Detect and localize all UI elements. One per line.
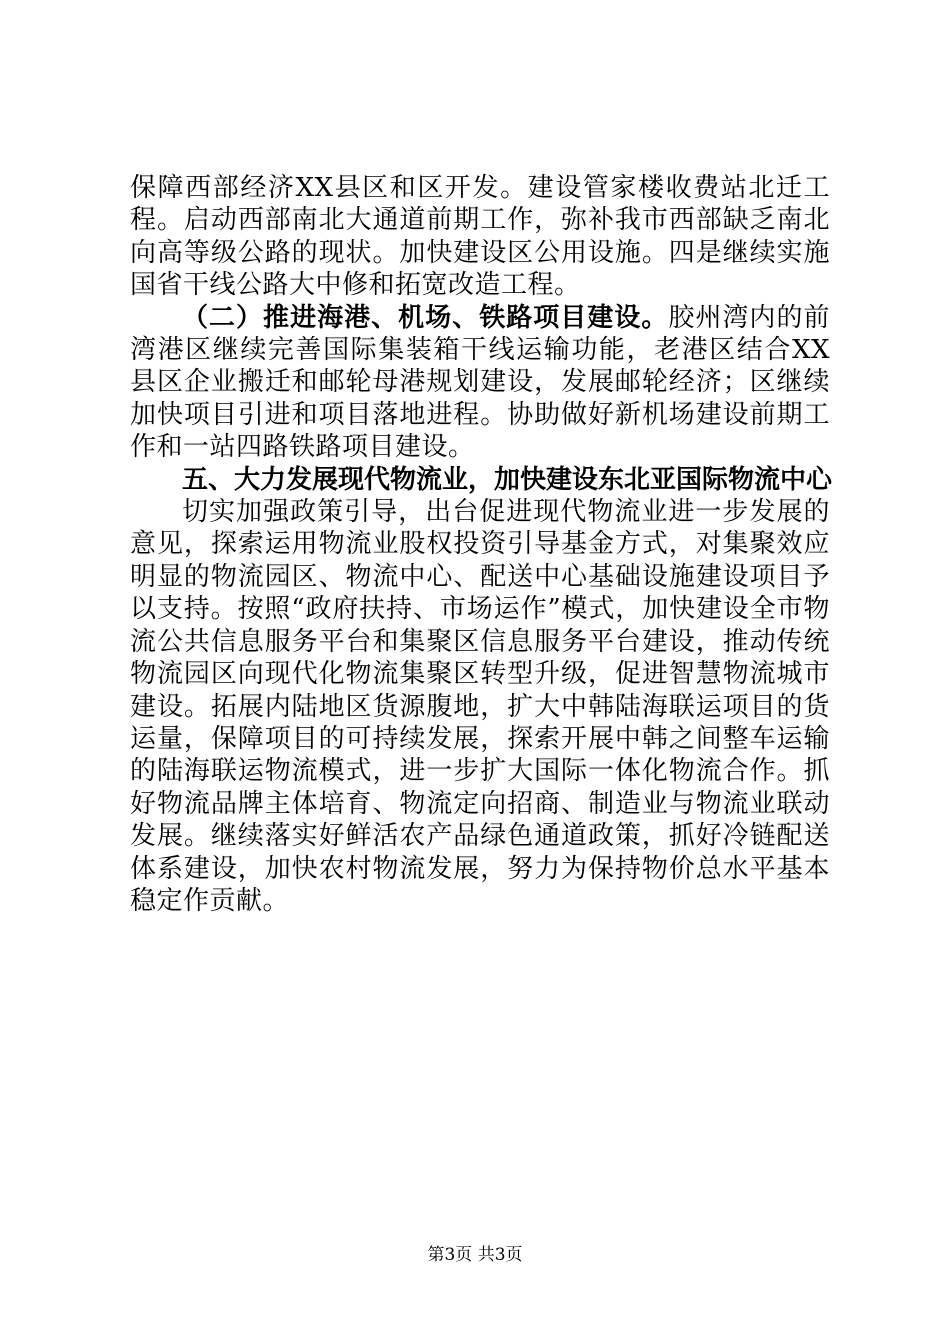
paragraph-logistics (130, 496, 830, 917)
paragraph-text: 切实加强政策引导，出台促进现代物流业进一步发展的意见，探索运用物流业股权投资引导基金方式，对集聚效应明显的物流园区、物流中心、配送中心基础设施建设项目予以支持。按照“政府扶持、市场运作”模式，加快建设全市物流公共信息服务平台和集聚区信息服务平台建设，推动传统物流园区向现代化物流集聚区转型升级，促进智慧物流城市建设。拓展内陆地区货源腹地，扩大中韩陆海联运项目的货运量，保障项目的可持续发展，探索开展中韩之间整车运输的陆海联运物流模式，进一步扩大国际一体化物流合作。抓好物流品牌主体培育、物流定向招商、制造业与物流业联动发展。继续落实好鲜活农产品绿色通道政策，抓好冷链配送体系建设，加快农村物流发展，努力为保持物价总水平基本稳定作贡献。 (130, 497, 830, 916)
paragraph-port-airport-rail (130, 302, 830, 464)
paragraph-infrastructure-continued (130, 172, 830, 302)
paragraph-text: 胶州湾内的前湾港区继续完善国际集装箱干线运输功能，老港区结合XX县区企业搬迁和邮轮母港规划建设，发展邮轮经济；区继续加快项目引进和项目落地进程。协助做好新机场建设前期工作和一站四路铁路项目建设。 (130, 302, 830, 463)
document-body (130, 172, 833, 917)
paragraph-lead-heading: （二）推进海港、机场、铁路项目建设。 (182, 302, 669, 333)
section-heading: 五、大力发展现代物流业，加快建设东北亚国际物流中心 (182, 464, 833, 495)
paragraph-text: 保障西部经济XX县区和区开发。建设管家楼收费站北迁工程。启动西部南北大通道前期工作，弥补我市西部缺乏南北向高等级公路的现状。加快建设区公用设施。四是继续实施国省干线公路大中修和拓宽改造工程。 (130, 173, 830, 301)
page-number-footer: 第3页 共3页 (427, 1245, 523, 1265)
